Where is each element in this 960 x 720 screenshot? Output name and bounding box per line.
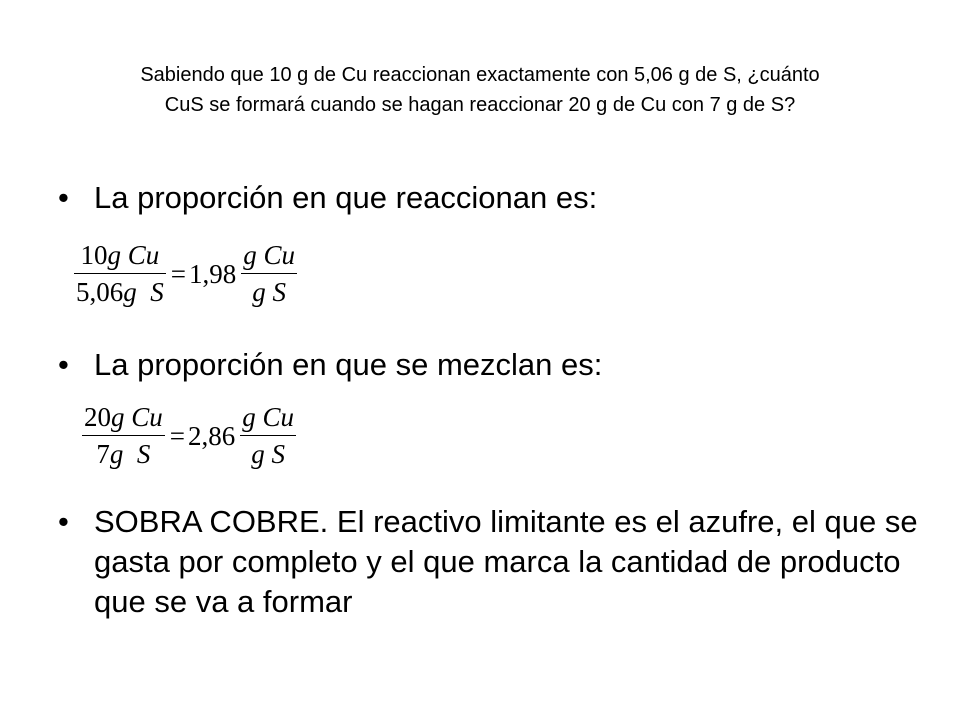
problem-statement [20,60,940,120]
denominator-unit: g S [109,439,151,469]
fraction-lhs [74,240,166,307]
fraction-numerator [82,402,165,435]
bullet-reaction-ratio [58,178,938,218]
numerator-unit: g Cu [111,402,163,432]
equals-sign: = [170,258,186,289]
fraction-denominator [74,274,166,307]
bullet-mixture-ratio [58,345,938,385]
bullet-text: SOBRA COBRE. El reactivo limitante es el azufre, el que se gasta por completo y el que marca la cantidad de producto que se va a formar [94,504,918,619]
problem-line-1: Sabiendo que 10 g de Cu reaccionan exactamente con 5,06 g de S, ¿cuánto [140,64,820,86]
numerator-unit: g Cu [107,240,160,270]
problem-line-2: CuS se formará cuando se hagan reaccionar 20 g de Cu con 7 g de S? [164,94,796,116]
bullet-text: La proporción en que reaccionan es: [94,180,598,215]
fraction-denominator [249,436,287,469]
fraction-rhs [240,402,296,469]
ratio-value: 2,86 [188,420,236,451]
numerator-unit: g Cu [242,402,295,432]
denominator-value: 5,06 [76,277,124,307]
fraction-numerator [78,240,161,273]
fraction-denominator [250,274,288,307]
equation-mixture-ratio [80,402,298,469]
fraction-numerator [240,402,296,435]
equation-reaction-ratio [72,240,299,307]
fraction-numerator [241,240,297,273]
numerator-value: 20 [84,402,111,432]
numerator-value: 10 [80,240,108,270]
denominator-value: 7 [96,439,110,469]
ratio-value: 1,98 [188,258,237,289]
fraction-rhs [241,240,297,307]
bullet-dot: • [58,180,69,215]
denominator-unit: g S [123,277,164,307]
equals-sign: = [169,420,185,451]
bullet-conclusion [58,502,938,622]
fraction-lhs [82,402,165,469]
fraction-denominator [94,436,152,469]
denominator-unit: g S [251,439,285,469]
denominator-unit: g S [252,277,286,307]
bullet-text: La proporción en que se mezclan es: [94,347,603,382]
bullet-dot: • [58,504,69,539]
bullet-dot: • [58,347,69,382]
numerator-unit: g Cu [243,240,295,270]
